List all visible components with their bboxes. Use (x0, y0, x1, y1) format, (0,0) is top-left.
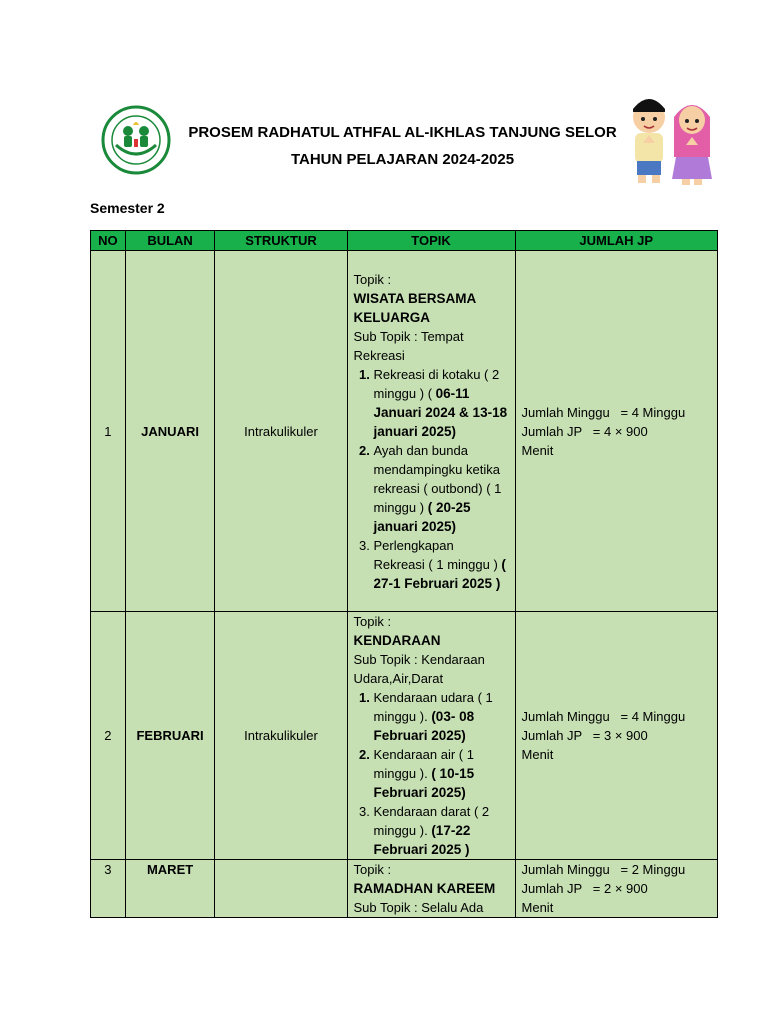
table-row (91, 251, 718, 612)
row-bulan: JANUARI (125, 251, 215, 612)
row-topik (347, 251, 515, 612)
jp-menit: Menit (521, 442, 554, 458)
jp-minggu: Jumlah Minggu = 4 Minggu (521, 709, 686, 724)
subtopic-list (354, 365, 509, 593)
header-bulan: BULAN (125, 231, 215, 251)
list-item: 1. Rekreasi di kotaku ( 2 minggu ) ( 06-11 Januari 2024 & 13-18 januari 2025) (374, 365, 509, 441)
semester-label: Semester 2 (90, 200, 165, 216)
list-item: 1. Kendaraan udara ( 1 minggu ). (03- 08 Februari 2025) (374, 688, 509, 745)
row-no: 1 (91, 251, 126, 612)
list-item: 2. Kendaraan air ( 1 minggu ). ( 10-15 Februari 2025) (374, 745, 509, 802)
topik-label: Topik : (353, 271, 392, 287)
table-header-row (91, 231, 718, 251)
row-struktur: Intrakulikuler (215, 612, 347, 860)
header-no: NO (91, 231, 126, 251)
header-struktur: STRUKTUR (215, 231, 347, 251)
jp-total: Jumlah JP = 4 × 900 (521, 423, 648, 439)
row-topik (347, 860, 515, 918)
jp-minggu: Jumlah Minggu = 4 Minggu (521, 404, 686, 420)
topik-title: RAMADHAN KAREEM (353, 881, 496, 896)
kids-illustration (626, 95, 718, 190)
row-bulan: FEBRUARI (125, 612, 215, 860)
topik-label: Topik : (353, 614, 392, 629)
row-jumlah-jp (515, 251, 717, 612)
row-topik (347, 612, 515, 860)
row-no: 3 (91, 860, 126, 918)
document-header (0, 95, 768, 195)
list-item: 3. Perlengkapan Rekreasi ( 1 minggu ) ( 27-1 Februari 2025 ) (374, 536, 509, 593)
title-line-1: PROSEM RADHATUL ATHFAL AL-IKHLAS TANJUNG SELOR (188, 124, 617, 141)
row-struktur: Intrakulikuler (215, 251, 347, 612)
document-title (180, 119, 625, 173)
jp-minggu: Jumlah Minggu = 2 Minggu (521, 862, 686, 877)
header-topik: TOPIK (347, 231, 515, 251)
title-line-2: TAHUN PELAJARAN 2024-2025 (290, 151, 515, 168)
table-row (91, 860, 718, 918)
jp-menit: Menit (521, 747, 554, 762)
row-bulan: MARET (125, 860, 215, 918)
subtopik: Sub Topik : Selalu Ada (353, 900, 484, 915)
jp-total: Jumlah JP = 2 × 900 (521, 881, 648, 896)
topik-title: KENDARAAN (353, 633, 441, 648)
jp-menit: Menit (521, 900, 554, 915)
topik-title: WISATA BERSAMA KELUARGA (353, 290, 476, 325)
subtopic-list (354, 688, 509, 859)
header-jumlah-jp: JUMLAH JP (515, 231, 717, 251)
list-item: 3. Kendaraan darat ( 2 minggu ). (17-22 Februari 2025 ) (374, 802, 509, 859)
school-logo (100, 105, 172, 175)
subtopik: Sub Topik : Kendaraan Udara,Air,Darat (353, 652, 485, 686)
row-jumlah-jp (515, 860, 717, 918)
list-item: 2. Ayah dan bunda mendampingku ketika rekreasi ( outbond) ( 1 minggu ) ( 20-25 januari 2025) (374, 441, 509, 536)
topik-label: Topik : (353, 862, 392, 877)
row-jumlah-jp (515, 612, 717, 860)
table-row (91, 612, 718, 860)
row-no: 2 (91, 612, 126, 860)
jp-total: Jumlah JP = 3 × 900 (521, 728, 648, 743)
program-table (90, 230, 718, 918)
subtopik: Sub Topik : Tempat Rekreasi (353, 328, 464, 363)
row-struktur (215, 860, 347, 918)
